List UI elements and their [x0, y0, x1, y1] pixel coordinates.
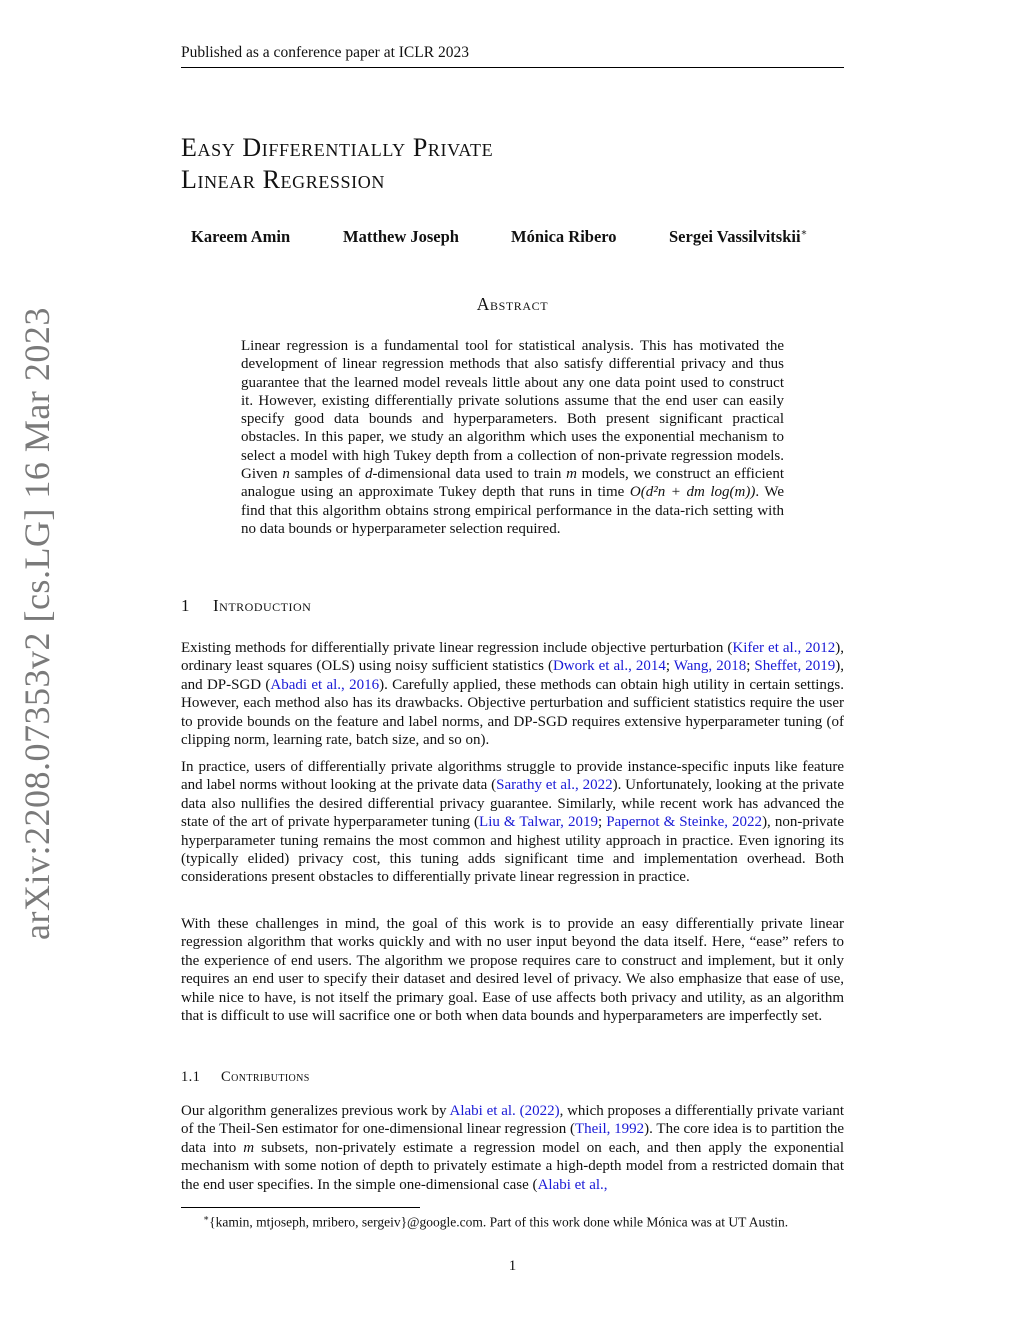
- text: ). Unfortunately, looking at the private data also nullifies the desired differential privacy guarantee. Similarly, while recent work has advanced the state of the art of private hyperparameter tuning (: [181, 777, 844, 831]
- citation-link[interactable]: Wang, 2018: [673, 658, 747, 675]
- running-header: Published as a conference paper at ICLR 2023: [181, 44, 844, 68]
- subsection-number: 1.1: [181, 1069, 201, 1085]
- citation-link[interactable]: Abadi et al., 2016: [270, 676, 380, 693]
- math-complexity: O(d²n + dm log(m)): [629, 484, 756, 501]
- abstract-text-3: -dimensional data used to train: [372, 466, 567, 483]
- text: ), non-private hyperparameter tuning remains the most common and highest utility approach in practice. Even ignoring its (typically elided) privacy cost, this tuning adds significant time and implementation overhead. Both considerations present obstacles to differentially private linear regression in practice.: [181, 814, 844, 886]
- citation-link[interactable]: Alabi et al. (2022): [449, 1103, 560, 1119]
- citation-link[interactable]: Theil, 1992: [574, 1121, 645, 1138]
- text: ), ordinary least squares (OLS) using noisy sufficient statistics (: [181, 640, 844, 675]
- abstract-body: [241, 337, 784, 538]
- text: ). Carefully applied, these methods can obtain high utility in certain settings. However, each method also has its drawbacks. Objective perturbation and sufficient statistics require the user to provide bounds on the feature and label norms, and DP-SGD requires extensive hyperparameter tuning (of clipping norm, learning rate, batch size, and so on).: [181, 676, 845, 749]
- abstract-text-1: Linear regression is a fundamental tool for statistical analysis. This has motivated the development of linear regression methods that also satisfy differential privacy and thus guarantee that the learned model reveals little about any one data point used to construct it. However, existing differentially private solutions assume that the end user can easily specify good data bounds and hyperparameters. Both present significant practical obstacles. In this paper, we study an algorithm which uses the exponential mechanism to select a model with high Tukey depth from a collection of non-private regression models. Given: [241, 338, 784, 483]
- author-4: [669, 227, 807, 247]
- subsection-1-1-heading: [181, 1069, 844, 1086]
- paragraph-text: With these challenges in mind, the goal of this work is to provide an easy differentially private linear regression algorithm that works quickly and with no user input beyond the data itself. Here, “ease” refers to the experience of end users. The algorithm we propose requires care to construct and implement, but it only requires an end user to specify their dataset and desired level of privacy. We also emphasize that ease of use, while nice to have, is not itself the primary goal. Ease of use affects both privacy and utility, as an algorithm that is difficult to use will sacrifice one or both when data bounds and hyperparameters are imperfectly set.: [181, 916, 844, 1025]
- citation-link[interactable]: Dwork et al., 2014: [552, 658, 666, 675]
- footnote-mark: ∗: [203, 1213, 210, 1223]
- abstract-text-5: . We find that this algorithm obtains strong empirical performance in the data-rich setting with no data bounds or hyperparameter selection required.: [241, 484, 784, 537]
- author-list: [181, 227, 844, 251]
- math-m: m: [566, 466, 577, 483]
- math-n: n: [282, 466, 290, 483]
- text: subsets, non-privately estimate a regression model on each, and then apply the exponential mechanism with some notion of depth to privately estimate a high-depth model from a restricted domain that the end user specifies. In the simple one-dimensional case (: [181, 1139, 844, 1193]
- abstract-text-2: samples of: [289, 466, 365, 483]
- arxiv-stamp: arXiv:2208.07353v2 [cs.LG] 16 Mar 2023: [17, 307, 57, 940]
- text: ;: [746, 658, 755, 675]
- section-1-heading: [181, 596, 844, 616]
- abstract-text-4: models, we construct an efficient analogue using an approximate Tukey depth that runs in time: [241, 466, 785, 501]
- citation-link[interactable]: Kifer et al., 2012: [732, 640, 836, 656]
- footnote: [181, 1210, 844, 1231]
- citation-link[interactable]: Sarathy et al., 2022: [496, 777, 613, 794]
- text: ). The core idea is to partition the data into: [181, 1121, 844, 1156]
- math-d: d: [364, 466, 373, 483]
- text: Our algorithm generalizes previous work by: [181, 1103, 450, 1119]
- footnote-text: {kamin, mtjoseph, mribero, sergeiv}@google.com. Part of this work done while Mónica was at UT Austin.: [209, 1214, 789, 1230]
- section-number: 1: [181, 596, 190, 615]
- paper-title: [181, 132, 844, 196]
- title-line-1: Easy Differentially Private: [181, 133, 494, 162]
- title-line-2: Linear Regression: [181, 165, 385, 194]
- citation-link[interactable]: Alabi et al.,: [537, 1176, 608, 1193]
- intro-paragraph-1: [181, 639, 844, 749]
- citation-link[interactable]: Liu & Talwar, 2019: [479, 814, 598, 831]
- page-number: 1: [508, 1258, 517, 1274]
- citation-link[interactable]: Sheffet, 2019: [754, 658, 836, 675]
- intro-paragraph-2: [181, 758, 844, 887]
- text: ;: [665, 658, 674, 675]
- citation-link[interactable]: Papernot & Steinke, 2022: [606, 814, 763, 831]
- intro-paragraph-3: [181, 915, 844, 1025]
- math-m: m: [243, 1139, 255, 1156]
- subsection-title: Contributions: [221, 1069, 310, 1085]
- text: , which proposes a differentially private variant of the Theil-Sen estimator for one-dimensional linear regression (: [181, 1103, 844, 1138]
- text: Existing methods for differentially private linear regression include objective perturbation (: [181, 640, 733, 656]
- text: ;: [597, 814, 607, 831]
- author-4-name: Sergei Vassilvitskii: [669, 227, 801, 246]
- contributions-paragraph: [181, 1102, 844, 1194]
- abstract-heading: Abstract: [476, 294, 549, 314]
- section-title: Introduction: [213, 596, 312, 615]
- footnote-rule: [181, 1207, 420, 1208]
- text: ), and DP-SGD (: [181, 658, 844, 693]
- author-2: Matthew Joseph: [343, 227, 459, 246]
- author-1: Kareem Amin: [191, 227, 291, 246]
- author-footnote-mark: ∗: [800, 227, 808, 239]
- author-3: Mónica Ribero: [511, 227, 617, 246]
- text: In practice, users of differentially private algorithms struggle to provide instance-specific inputs like feature and label norms without looking at the private data (: [181, 759, 844, 794]
